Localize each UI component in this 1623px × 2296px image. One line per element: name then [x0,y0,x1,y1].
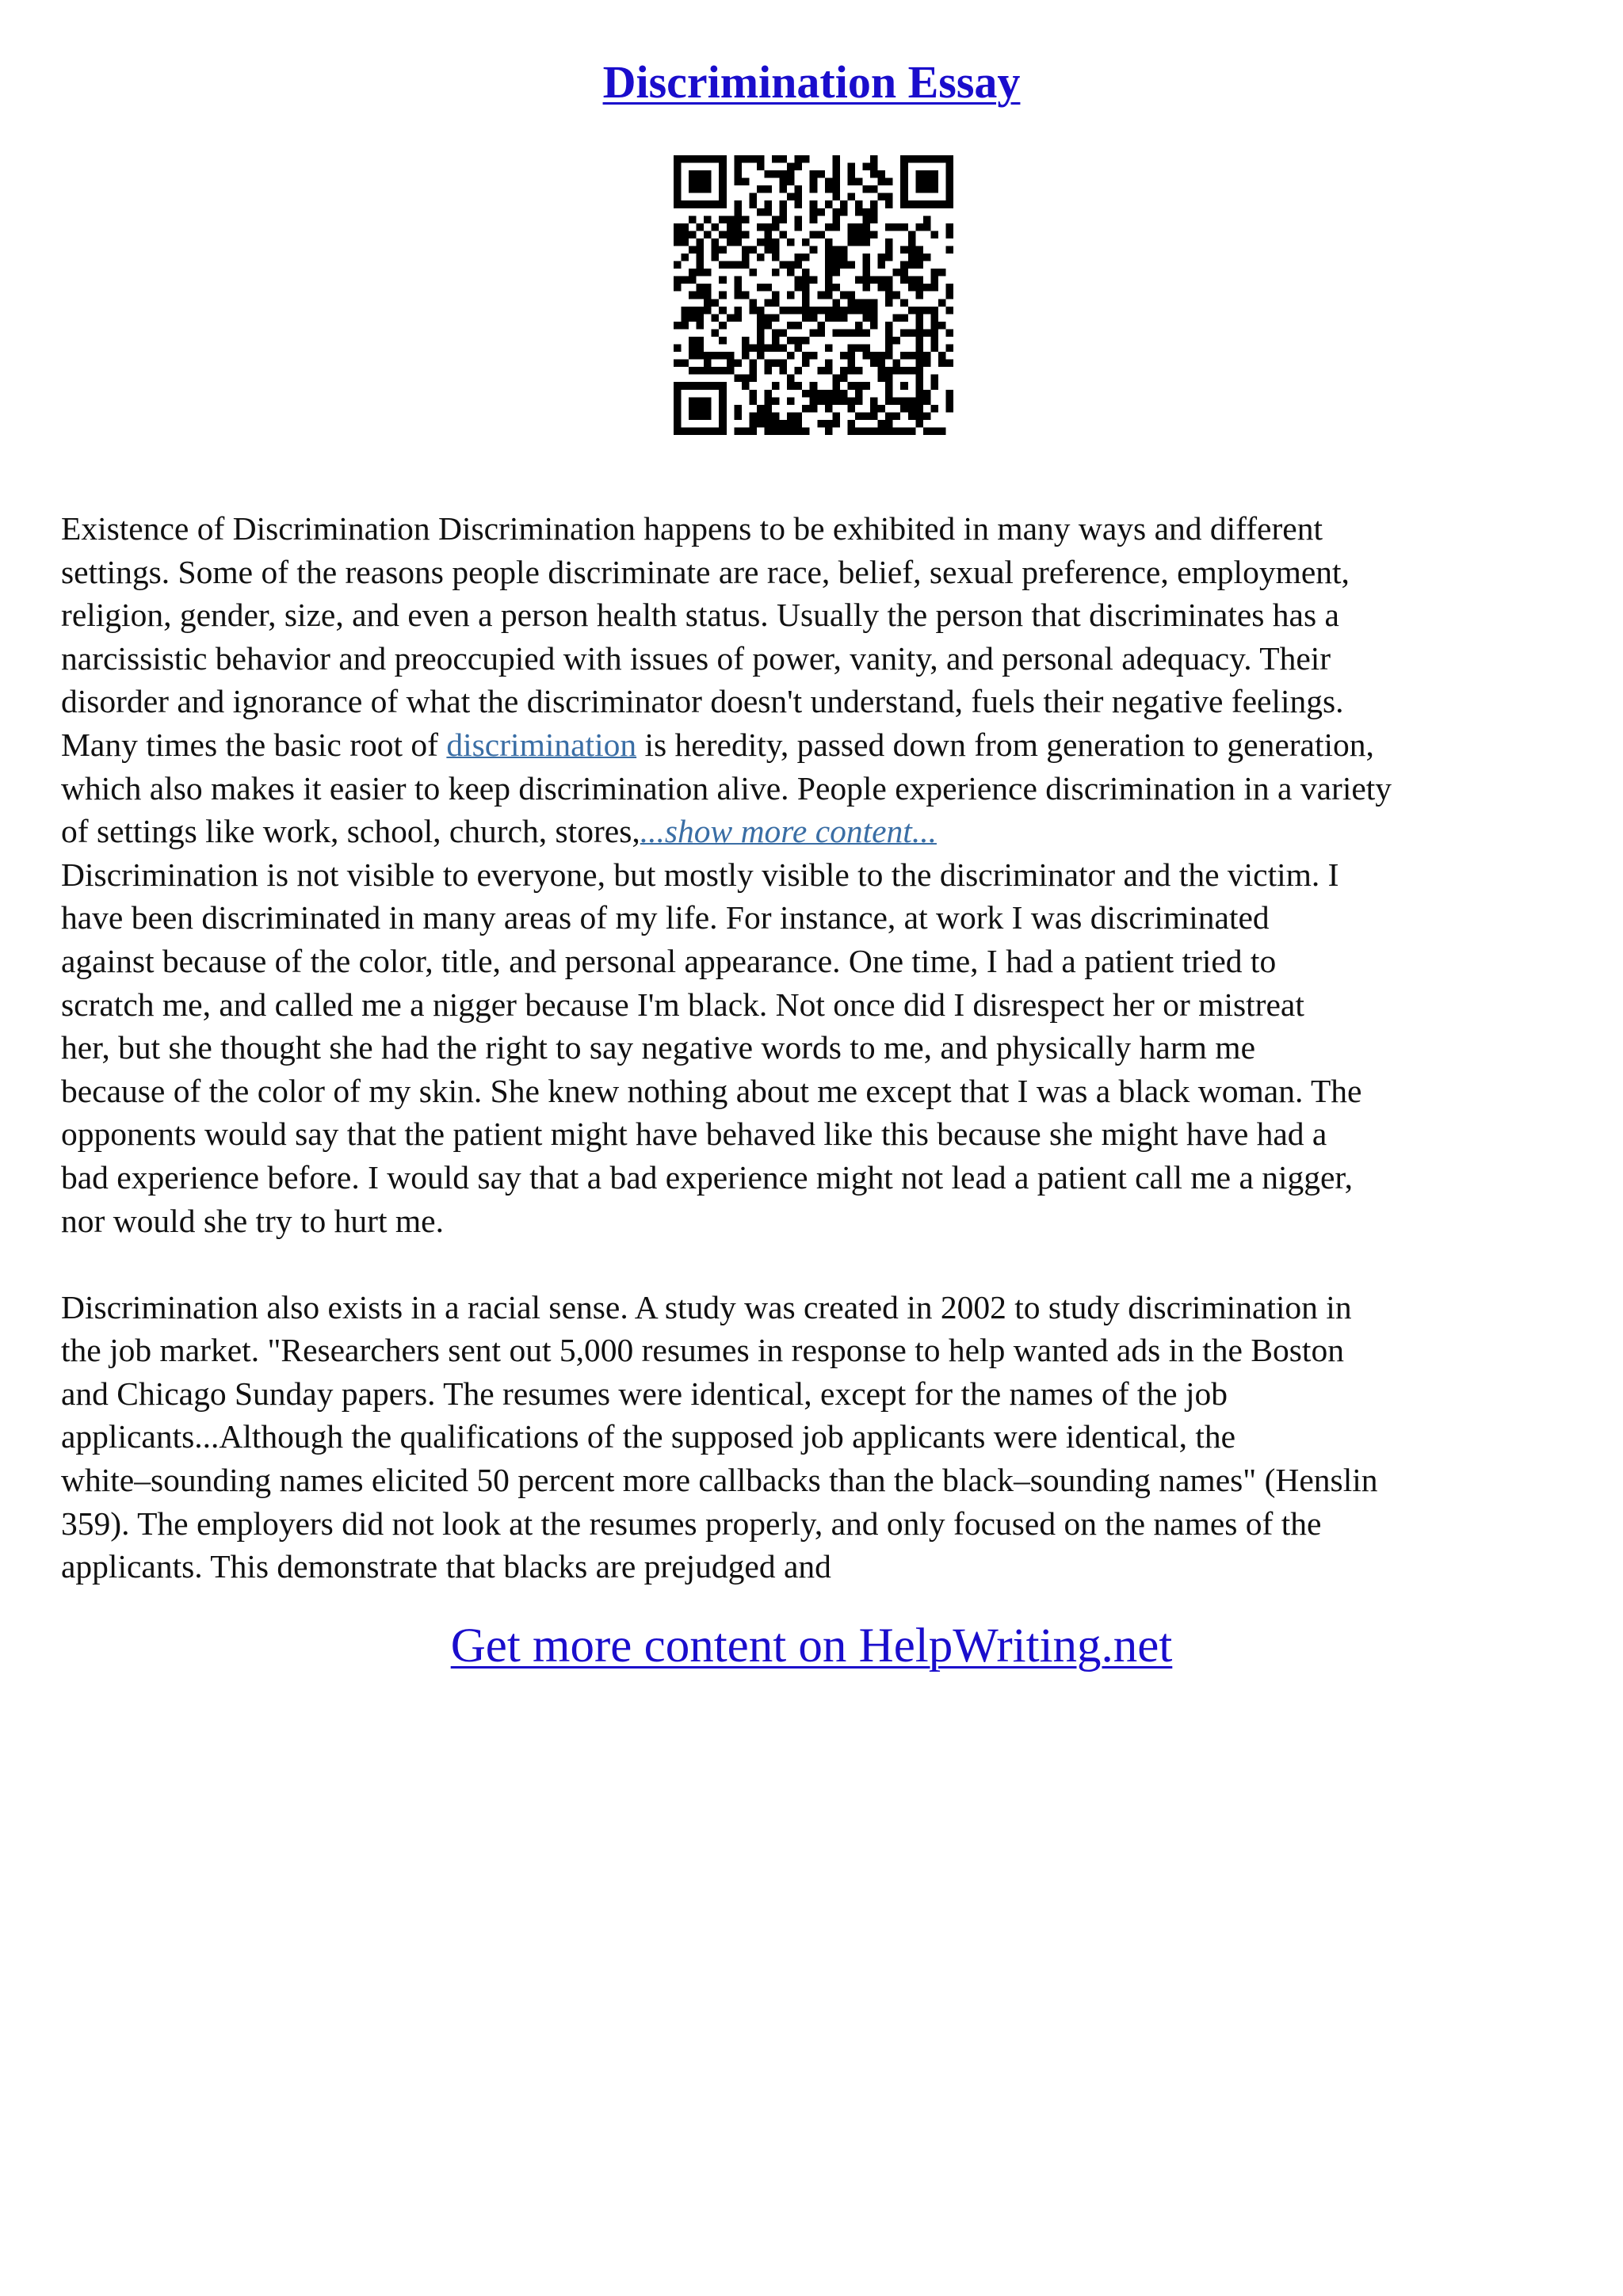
text-line: have been discriminated in many areas of my life. For instance, at work I was discriminated [61,899,1270,936]
qr-code-icon [674,155,953,435]
title-container [0,55,1623,109]
text-line: and Chicago Sunday papers. The resumes were identical, except for the names of the job [61,1375,1228,1412]
text-line: 359). The employers did not look at the resumes properly, and only focused on the names of the [61,1505,1322,1542]
paragraph-1 [61,507,1567,853]
text-segment: of settings like work, school, church, stores, [61,813,640,850]
paragraph-3 [61,1286,1567,1589]
text-line: the job market. "Researchers sent out 5,000 resumes in response to help wanted ads in the Boston [61,1332,1344,1369]
text-line: opponents would say that the patient might have behaved like this because she might have had a [61,1116,1327,1153]
text-line: Discrimination also exists in a racial sense. A study was created in 2002 to study discrimination in [61,1288,1352,1325]
text-line: Discrimination is not visible to everyone, but mostly visible to the discriminator and the victim. I [61,856,1339,893]
text-line: white–sounding names elicited 50 percent more callbacks than the black–sounding names" (Henslin [61,1462,1378,1499]
discrimination-link[interactable]: discrimination [446,726,637,763]
footer-container [0,1619,1623,1674]
text-line: narcissistic behavior and preoccupied with issues of power, vanity, and personal adequacy. Their [61,639,1331,677]
text-line: against because of the color, title, and personal appearance. One time, I had a patient tried to [61,942,1277,979]
text-line: scratch me, and called me a nigger because I'm black. Not once did I disrespect her or mistreat [61,986,1304,1023]
text-line: nor would she try to hurt me. [61,1202,444,1239]
text-segment: is heredity, passed down from generation to generation, [636,726,1374,763]
text-line: her, but she thought she had the right to say negative words to me, and physically harm me [61,1029,1255,1066]
essay-body [61,507,1567,1589]
page-title-link[interactable]: Discrimination Essay [602,56,1021,108]
text-line: applicants. This demonstrate that blacks are prejudged and [61,1548,831,1585]
text-line: bad experience before. I would say that a bad experience might not lead a patient call me a nigger, [61,1158,1353,1196]
text-line: religion, gender, size, and even a person health status. Usually the person that discriminates has a [61,597,1339,634]
text-line: applicants...Although the qualifications of the supposed job applicants were identical, the [61,1418,1236,1455]
text-line: disorder and ignorance of what the discriminator doesn't understand, fuels their negative feelings. [61,683,1344,720]
text-line: because of the color of my skin. She knew nothing about me except that I was a black woman. The [61,1072,1362,1109]
show-more-link[interactable]: ...show more content... [640,813,937,850]
helpwriting-link[interactable]: Get more content on HelpWriting.net [450,1619,1173,1672]
paragraph-2 [61,853,1567,1242]
text-segment: Many times the basic root of [61,726,447,763]
text-line: which also makes it easier to keep discrimination alive. People experience discrimination in a variety [61,769,1392,807]
text-line: settings. Some of the reasons people discriminate are race, belief, sexual preference, employment, [61,553,1350,590]
text-line [61,810,1567,853]
text-line: Existence of Discrimination Discrimination happens to be exhibited in many ways and different [61,510,1323,547]
text-line [61,723,1567,767]
